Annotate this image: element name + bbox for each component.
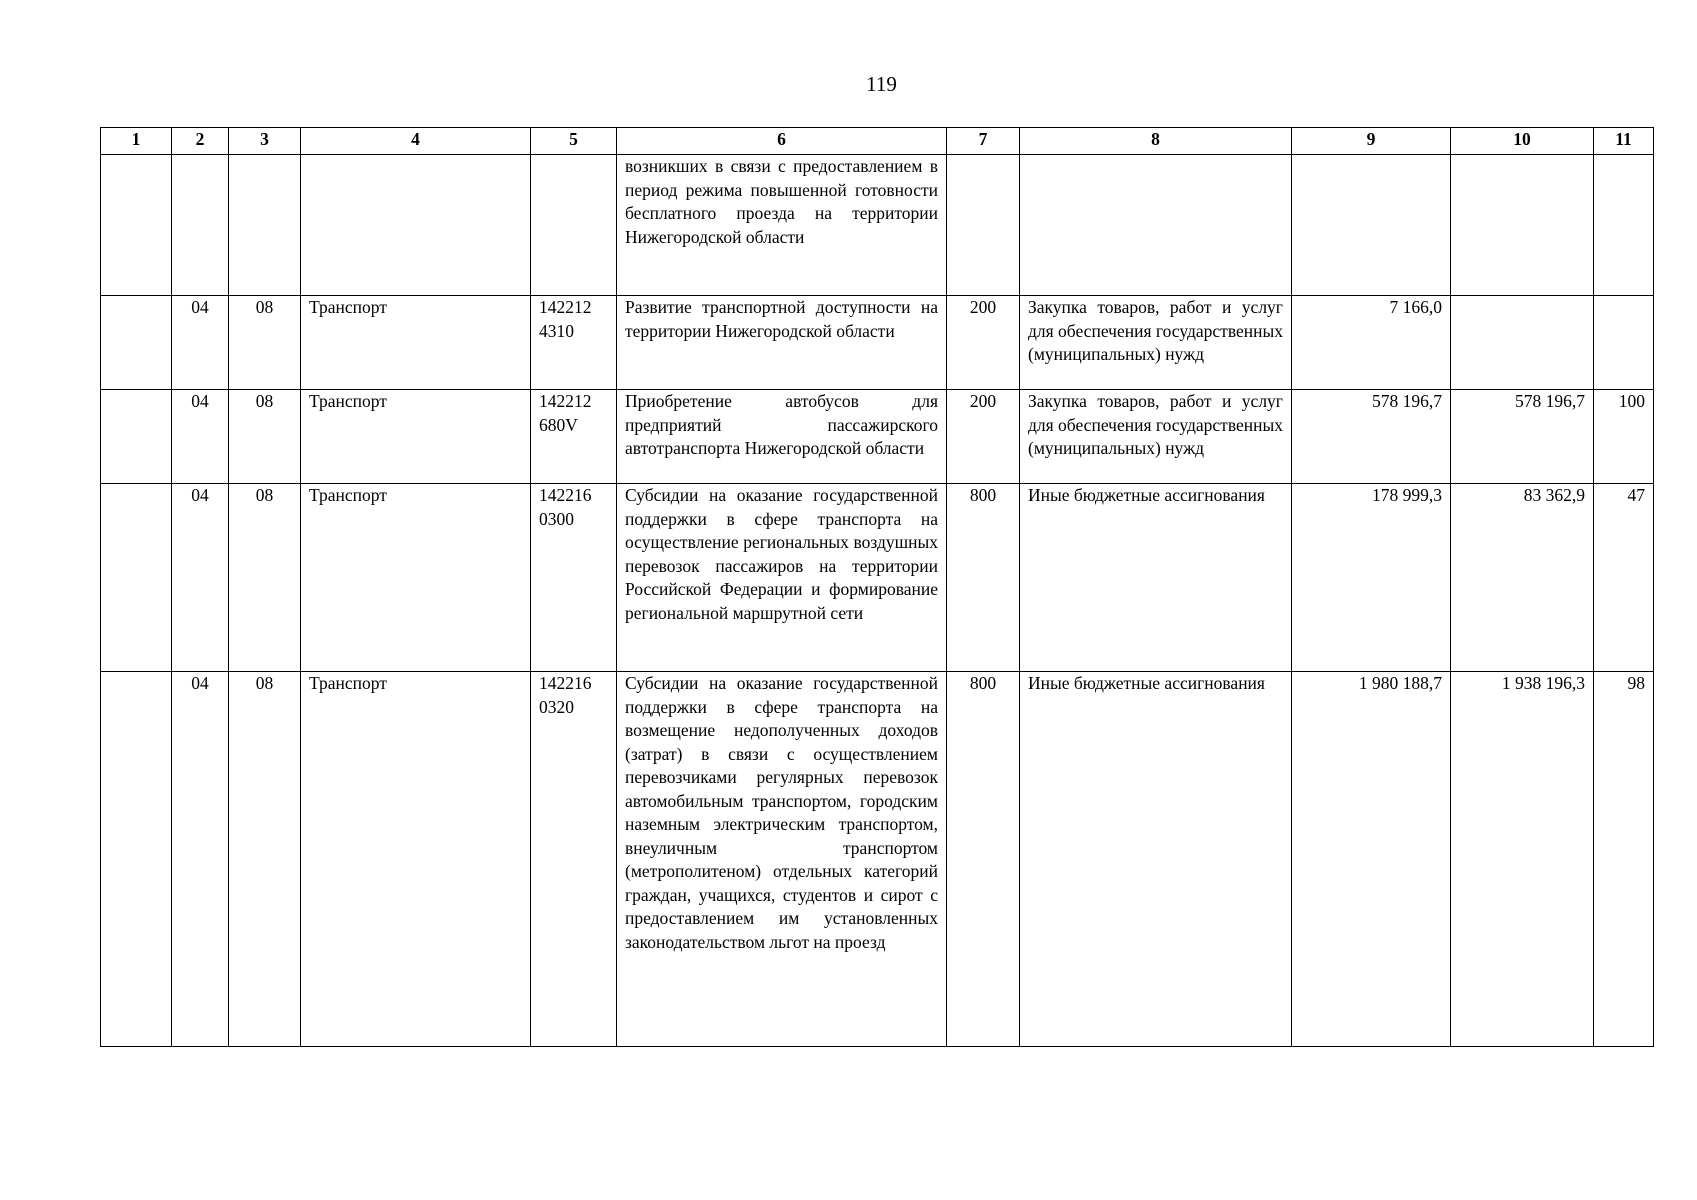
execution-percent (1594, 155, 1654, 296)
column-header: 2 (172, 128, 229, 155)
expense-description: Субсидии на оказание государственной поддержки в сфере транспорта на возмещение недополученных доходов (затрат) в связи с осуществлением перевозчиками регулярных перевозок автомобильным транспортом, городским наземным электрическим транспортом, внеуличным транспортом (метрополитеном) отдельных категорий граждан, учащихся, студентов и сирот с предоставлением им установленных законодательством льгот на проезд (617, 672, 947, 1047)
column-header: 7 (947, 128, 1020, 155)
expense-type-name: Иные бюджетные ассигнования (1020, 484, 1292, 672)
expense-type-code: 200 (947, 390, 1020, 484)
section-name: Транспорт (301, 672, 531, 1047)
table-cell (101, 296, 172, 390)
section-code: 04 (172, 296, 229, 390)
expense-description: Приобретение автобусов для предприятий пассажирского автотранспорта Нижегородской области (617, 390, 947, 484)
column-header: 9 (1292, 128, 1451, 155)
planned-amount: 1 980 188,7 (1292, 672, 1451, 1047)
section-name: Транспорт (301, 390, 531, 484)
column-header: 5 (531, 128, 617, 155)
column-header: 6 (617, 128, 947, 155)
section-code: 04 (172, 672, 229, 1047)
section-name: Транспорт (301, 296, 531, 390)
executed-amount: 578 196,7 (1451, 390, 1594, 484)
executed-amount: 83 362,9 (1451, 484, 1594, 672)
expense-description: Развитие транспортной доступности на территории Нижегородской области (617, 296, 947, 390)
expense-description: Субсидии на оказание государственной поддержки в сфере транспорта на осуществление региональных воздушных перевозок пассажиров на территории Российской Федерации и формирование региональной маршрутной сети (617, 484, 947, 672)
page-number: 119 (866, 72, 897, 96)
column-header: 11 (1594, 128, 1654, 155)
table-cell (101, 155, 172, 296)
expense-type-name (1020, 155, 1292, 296)
planned-amount: 578 196,7 (1292, 390, 1451, 484)
table-row (101, 155, 1654, 296)
execution-percent: 100 (1594, 390, 1654, 484)
expense-type-code (947, 155, 1020, 296)
expense-type-name: Закупка товаров, работ и услуг для обеспечения государственных (муниципальных) нужд (1020, 296, 1292, 390)
expense-type-code: 800 (947, 484, 1020, 672)
table-row (101, 390, 1654, 484)
target-article-code: 142216 0320 (531, 672, 617, 1047)
executed-amount (1451, 155, 1594, 296)
section-code: 04 (172, 390, 229, 484)
planned-amount: 178 999,3 (1292, 484, 1451, 672)
target-article-code: 142216 0300 (531, 484, 617, 672)
column-header: 4 (301, 128, 531, 155)
execution-percent: 47 (1594, 484, 1654, 672)
subsection-code: 08 (229, 390, 301, 484)
section-code (172, 155, 229, 296)
executed-amount (1451, 296, 1594, 390)
subsection-code (229, 155, 301, 296)
budget-table (100, 127, 1654, 1047)
target-article-code: 142212 4310 (531, 296, 617, 390)
table-row (101, 296, 1654, 390)
column-header: 1 (101, 128, 172, 155)
execution-percent (1594, 296, 1654, 390)
execution-percent: 98 (1594, 672, 1654, 1047)
planned-amount: 7 166,0 (1292, 296, 1451, 390)
planned-amount (1292, 155, 1451, 296)
target-article-code: 142212 680V (531, 390, 617, 484)
expense-type-code: 200 (947, 296, 1020, 390)
subsection-code: 08 (229, 672, 301, 1047)
table-cell (101, 484, 172, 672)
section-name (301, 155, 531, 296)
subsection-code: 08 (229, 484, 301, 672)
table-row (101, 484, 1654, 672)
table-cell (101, 390, 172, 484)
expense-type-name: Закупка товаров, работ и услуг для обеспечения государственных (муниципальных) нужд (1020, 390, 1292, 484)
column-header: 10 (1451, 128, 1594, 155)
expense-type-name: Иные бюджетные ассигнования (1020, 672, 1292, 1047)
table-cell (101, 672, 172, 1047)
subsection-code: 08 (229, 296, 301, 390)
executed-amount: 1 938 196,3 (1451, 672, 1594, 1047)
column-header: 8 (1020, 128, 1292, 155)
target-article-code (531, 155, 617, 296)
expense-description: возникших в связи с предоставлением в период режима повышенной готовности бесплатного проезда на территории Нижегородской области (617, 155, 947, 296)
section-code: 04 (172, 484, 229, 672)
column-header: 3 (229, 128, 301, 155)
header-row (101, 128, 1654, 155)
table-row (101, 672, 1654, 1047)
expense-type-code: 800 (947, 672, 1020, 1047)
section-name: Транспорт (301, 484, 531, 672)
